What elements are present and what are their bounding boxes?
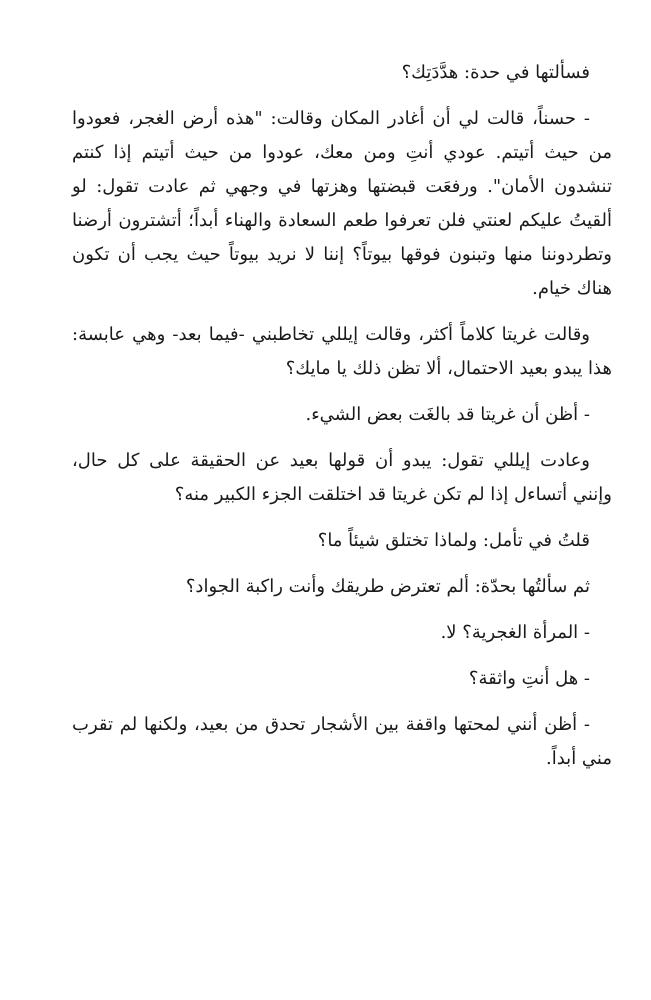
paragraph: - المرأة الغجرية؟ لا. [440,622,590,643]
paragraph: - حسناً، قالت لي أن أغادر المكان وقالت: "هذه أرض الغجر، فعودوا من حيث أتيتم. عودي أنتِ ومن معك، عودوا من حيث أتيتم إذا كنتم تنشدون الأمان". ورفعَت قبضتها وهزتها في وجهي ثم عادت تقول: لو ألقيتُ عليكم لعنتي فلن تعرفوا طعم السعادة والهناء أبداً؛ أتشترون أرضنا وتطردوننا منها وتبنون فوقها بيوتاً؟ إننا لا نريد بيوتاً حيث يجب أن تكون هناك خيام. [72,108,612,299]
paragraph: وقالت غريتا كلاماً أكثر، وقالت إيللي تخاطبني -فيما بعد- وهي عابسة: هذا يبدو بعيد الاحتمال، ألا تظن ذلك يا مايك؟ [72,324,612,379]
paragraph: ثم سألتُها بحدّة: ألم تعترض طريقك وأنت راكبة الجواد؟ [185,576,590,597]
paragraph: وعادت إيللي تقول: يبدو أن قولها بعيد عن الحقيقة على كل حال، وإنني أتساءل إذا لم تكن غريتا قد اختلقت الجزء الكبير منه؟ [72,450,612,505]
page-text [72,56,612,776]
paragraph: فسألتها في حدة: هدَّدَتِك؟ [401,62,590,83]
paragraph: - أظن أنني لمحتها واقفة بين الأشجار تحدق من بعيد، ولكنها لم تقرب مني أبداً. [72,714,612,769]
paragraph: قلتُ في تأمل: ولماذا تختلق شيئاً ما؟ [317,530,590,551]
paragraph: - هل أنتِ واثقة؟ [468,668,590,689]
paragraph: - أظن أن غريتا قد بالغَت بعض الشيء. [305,404,590,425]
